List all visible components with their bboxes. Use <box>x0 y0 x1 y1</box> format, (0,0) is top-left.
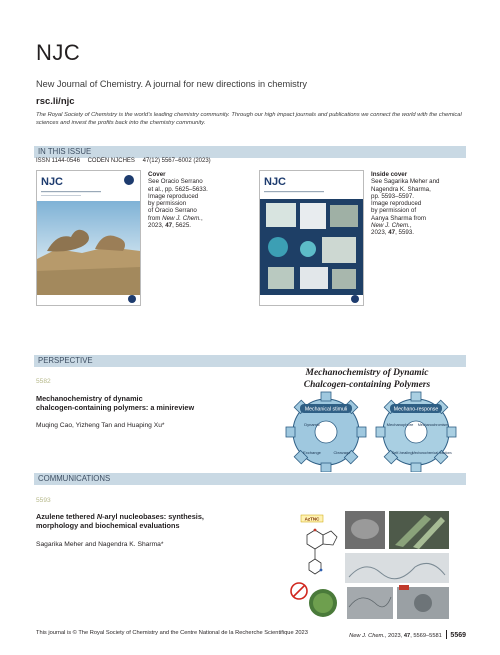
footer-pages: , 5569–5581 <box>410 633 442 639</box>
footer-volume: 47 <box>403 633 411 639</box>
journal-title: NJC <box>36 40 81 65</box>
cover-line: by permission <box>148 200 187 208</box>
communications-toc-graphic <box>285 507 453 621</box>
inside-cover-line: 2023, 47, 5593. <box>371 229 415 237</box>
label-mechanophore: Mechanophore <box>386 422 414 427</box>
inside-cover-line: Nagendra K. Sharma, <box>371 185 431 193</box>
title-line: Mechanochemistry of dynamic <box>36 394 143 403</box>
cover-line: of Oracio Serrano <box>148 207 197 215</box>
section-bar-in-this-issue: IN THIS ISSUE <box>34 146 466 158</box>
cover-line: See Oracio Serrano <box>148 178 203 186</box>
volume-pages: 47(12) 5567–6002 (2023) <box>142 158 211 164</box>
inside-cover-description <box>371 171 439 237</box>
inside-cover-line: Image reproduced <box>371 200 422 208</box>
footer-journal-abbrev: New J. Chem. <box>349 633 385 639</box>
label-mechanochromism: Mechanochromism <box>417 423 449 427</box>
section-bar-communications: COMMUNICATIONS <box>34 473 466 485</box>
label-cleavage: Cleavage <box>333 450 351 455</box>
cover-line: Image reproduced <box>148 192 199 200</box>
perspective-graphic <box>268 362 466 472</box>
communications-page-number[interactable]: 5593 <box>36 497 51 504</box>
cover-line: from New J. Chem., <box>148 214 203 222</box>
journal-intro: The Royal Society of Chemistry is the world’s leading chemistry community. Through our high impact journals and publications we connect the world with the chemical sciences and invest the profits back into the chemistry community. <box>36 112 462 126</box>
graphic-title-line1: Mechanochemistry of Dynamic <box>305 368 429 378</box>
label-mechanical-stimuli: Mechanical stimuli <box>304 406 348 413</box>
inside-cover-logo: NJC <box>264 176 287 188</box>
label-exchange: Exchange <box>303 450 321 455</box>
footer-page-number: 5569 <box>450 632 466 639</box>
perspective-toc-graphic <box>268 362 466 472</box>
inside-cover-illustration <box>260 171 363 305</box>
footer-separator <box>446 630 447 639</box>
inside-cover-line: See Sagarika Meher and <box>371 178 440 186</box>
label-mechanochemical-reactions: Mechanochemical reactions <box>412 451 452 455</box>
inside-cover-line: New J. Chem., <box>371 222 412 230</box>
coden: CODEN NJCHES <box>87 158 135 164</box>
communications-graphic <box>285 507 453 621</box>
communications-authors: Sagarika Meher and Nagendra K. Sharma* <box>36 541 164 548</box>
inside-cover-line: pp. 5593–5597. <box>371 192 415 200</box>
footer-year: , 2023, <box>384 633 404 639</box>
label-aztnc: AzTNC <box>304 516 320 522</box>
title-line: morphology and biochemical evaluations <box>36 521 180 531</box>
communications-article-title[interactable] <box>36 512 266 530</box>
issn: ISSN 1144-0546 <box>36 158 80 164</box>
title-line: Azulene tethered N-aryl nucleobases: synthesis, <box>36 512 204 521</box>
label-self-healing: Self-healing <box>391 450 413 455</box>
inside-cover-line: by permission of <box>371 207 417 215</box>
inside-cover-line: Aanya Sharma from <box>371 214 427 222</box>
inside-cover-image <box>259 170 364 306</box>
perspective-authors: Muqing Cao, Yizheng Tan and Huaping Xu* <box>36 422 165 429</box>
perspective-article-title[interactable] <box>36 394 256 412</box>
issn-line <box>36 158 217 164</box>
title-line: chalcogen-containing polymers: a minireview <box>36 403 195 413</box>
label-mechano-response: Mechano-response <box>393 406 439 413</box>
cover-line: et al., pp. 5625–5633. <box>148 185 208 193</box>
inside-cover-heading: Inside cover <box>371 171 408 178</box>
cover-logo: NJC <box>41 176 64 188</box>
cover-illustration <box>37 171 140 305</box>
graphic-title-line2: Chalcogen-containing Polymers <box>303 380 431 390</box>
cover-image <box>36 170 141 306</box>
journal-url-link[interactable]: rsc.li/njc <box>36 96 75 107</box>
label-dynamic: Dynamic <box>304 422 320 427</box>
section-bar-perspective: PERSPECTIVE <box>34 355 466 367</box>
perspective-page-number[interactable]: 5582 <box>36 378 51 385</box>
cover-line: 2023, 47, 5625. <box>148 222 192 230</box>
journal-subtitle: New Journal of Chemistry. A journal for new directions in chemistry <box>36 79 307 89</box>
footer-copyright: This journal is © The Royal Society of Chemistry and the Centre National de la Recherche Scientifique 2023 <box>36 630 308 636</box>
footer-citation <box>349 630 466 639</box>
cover-heading: Cover <box>148 171 166 178</box>
cover-description <box>148 171 208 229</box>
